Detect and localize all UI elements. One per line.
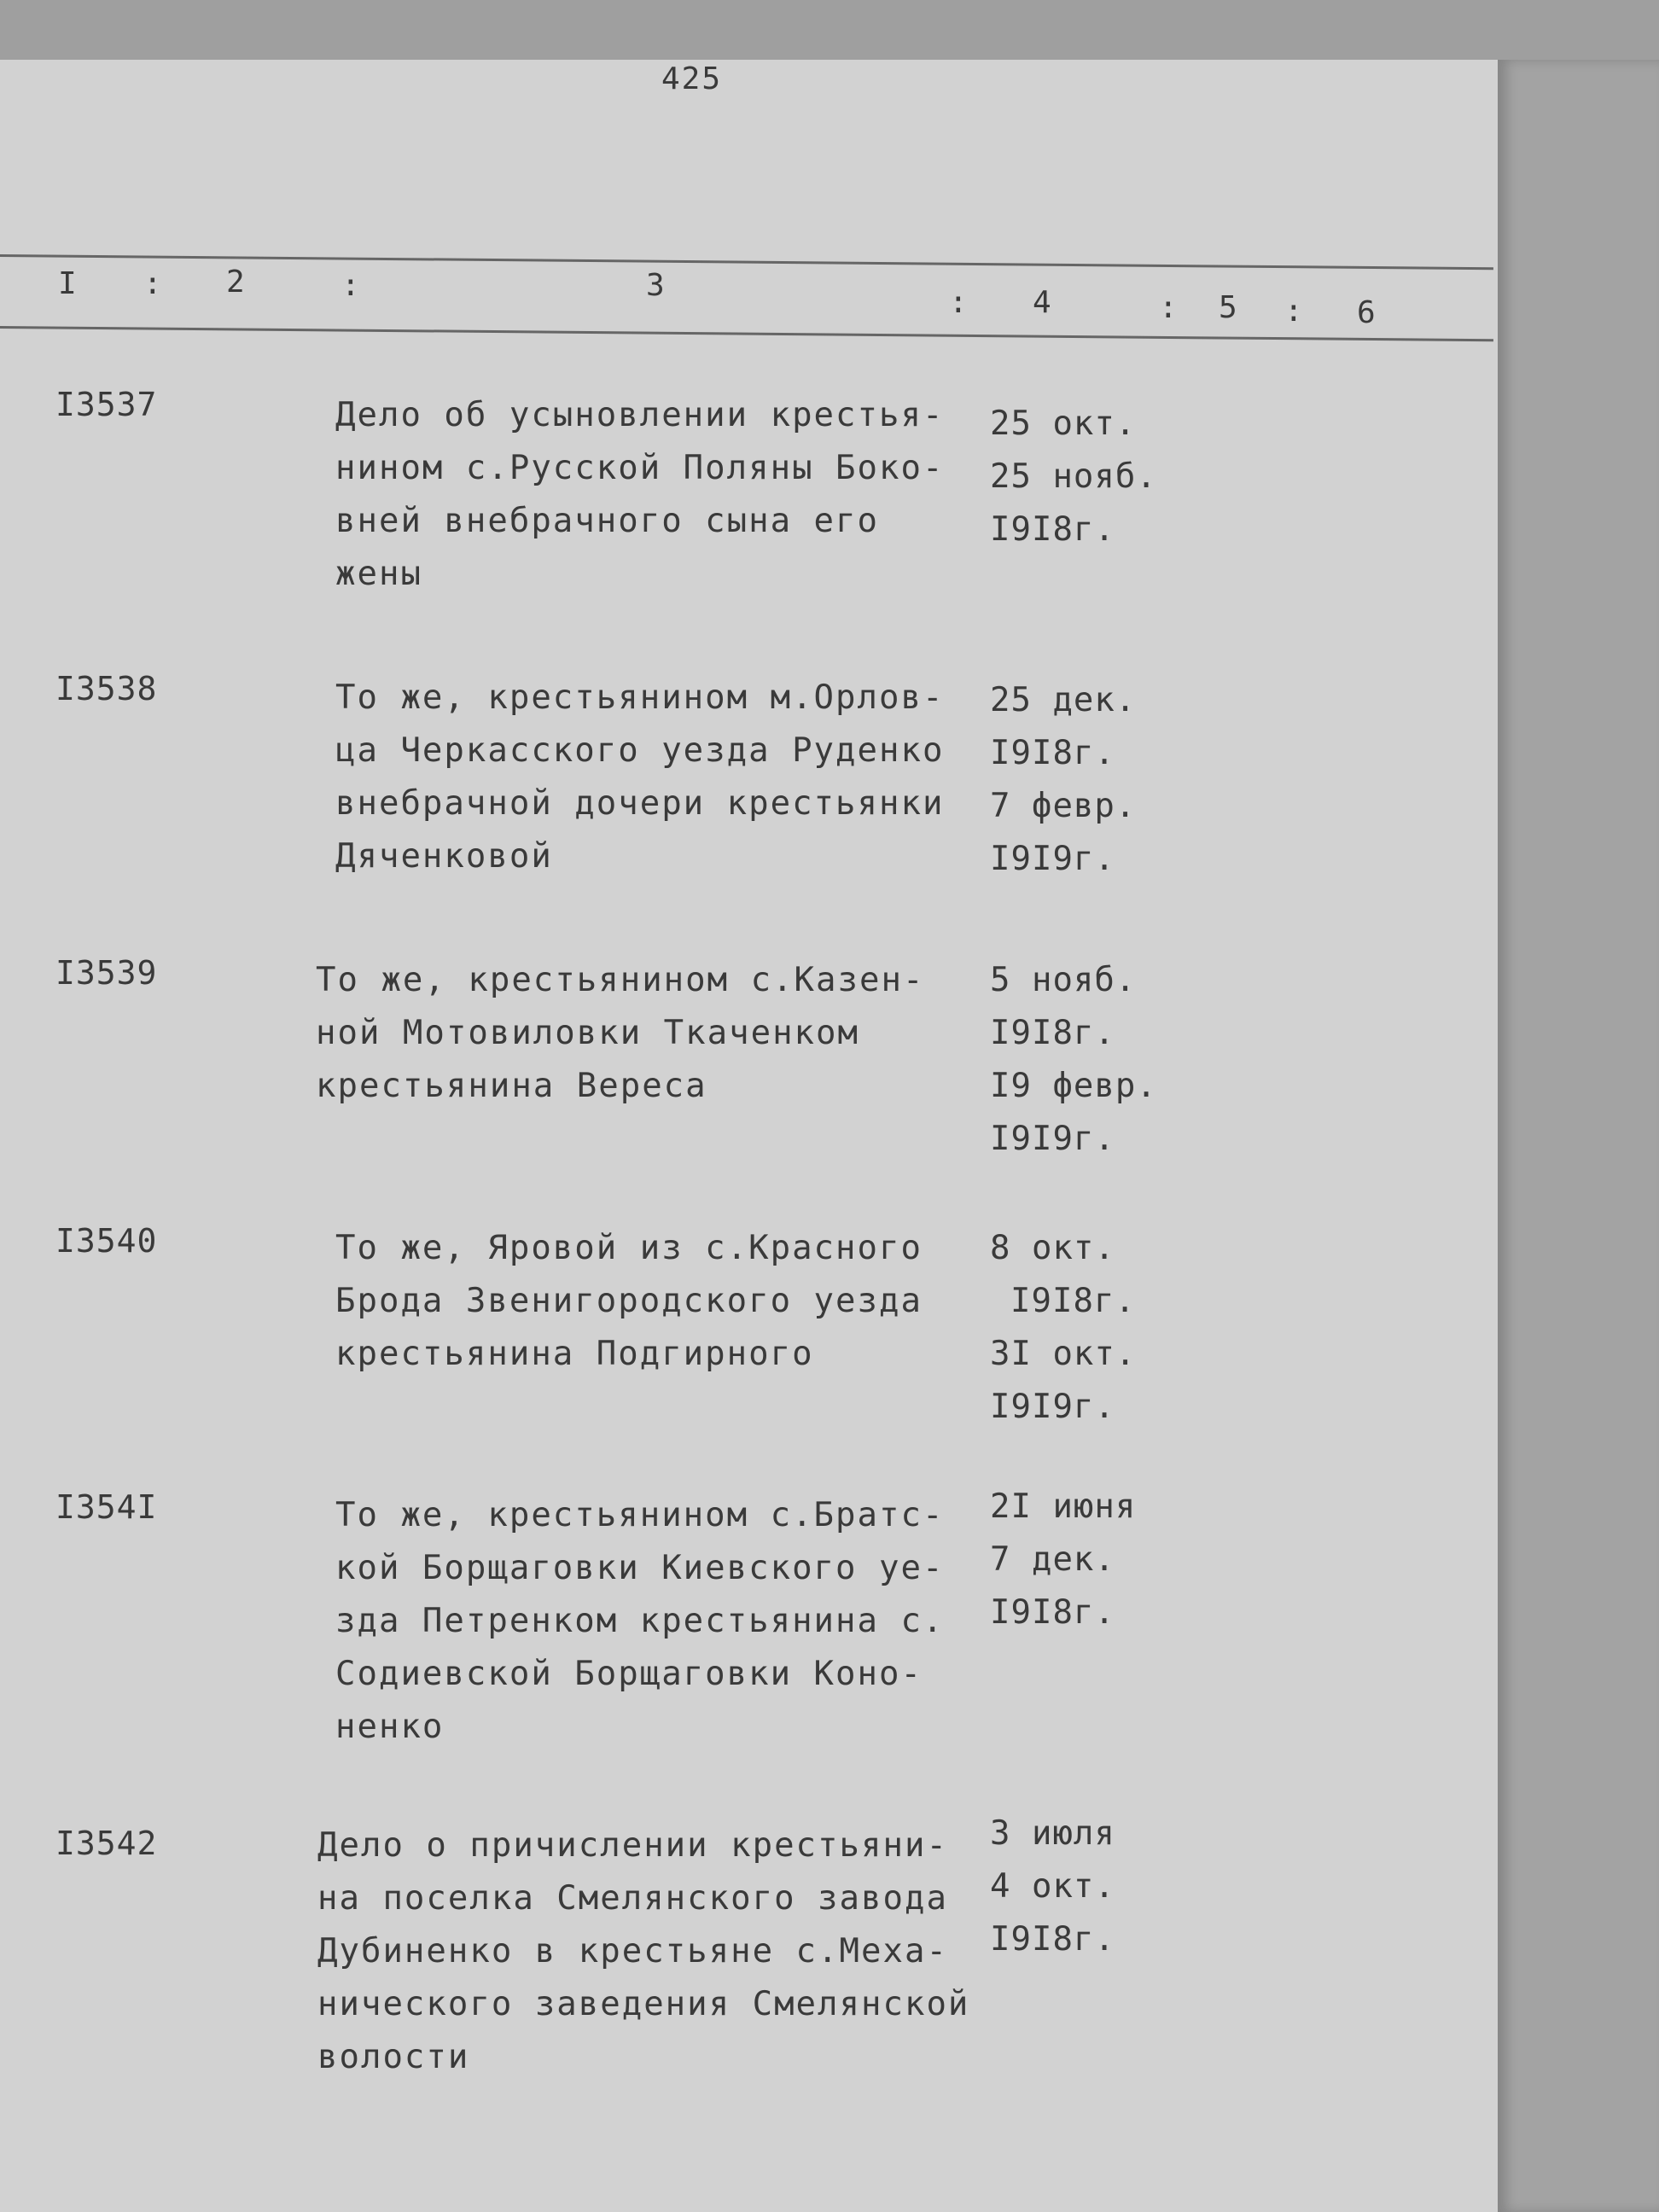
record-date: 7 дек. — [990, 1540, 1115, 1579]
record-title: Дело об усыновлении крестья- нином с.Русской Поляны Боко- вней внебрачного сына его жены — [335, 396, 945, 593]
record-number: I3542 — [55, 1825, 158, 1862]
record-date: I9I8г. — [990, 1014, 1115, 1052]
record-date: 25 окт. — [990, 405, 1137, 443]
record-date: I9I9г. — [990, 1120, 1115, 1158]
record-date: 8 окт. — [990, 1229, 1115, 1267]
record-dates — [990, 1807, 1195, 1966]
record-number: I354I — [55, 1488, 158, 1526]
record-dates — [990, 674, 1195, 886]
record-dates — [990, 954, 1195, 1166]
column-header-5: 5 — [1219, 290, 1237, 325]
column-header-1: I — [58, 266, 77, 301]
column-separator: : — [1159, 290, 1178, 325]
column-separator: : — [949, 285, 968, 320]
record-dates — [990, 1481, 1195, 1639]
record-dates — [990, 1222, 1195, 1434]
record-title: Дело о причислении крестьяни- на поселка Смелянского завода Дубиненко в крестьяне с.Меха- нического заведения Смелянской волости — [317, 1826, 970, 2076]
column-separator: : — [1284, 294, 1303, 329]
record-date: I9I8г. — [990, 1593, 1115, 1632]
record-number: I3537 — [55, 386, 158, 423]
record-title: То же, крестьянином с.Казен- ной Мотовиловки Ткаченком крестьянина Вереса — [316, 961, 925, 1105]
column-header-3: 3 — [646, 268, 665, 303]
record-date: I9I8г. — [990, 734, 1115, 772]
record-title: То же, Яровой из с.Красного Брода Звенигородского уезда крестьянина Подгирного — [335, 1229, 923, 1373]
page-edge-shadow — [1498, 60, 1659, 2212]
record-date: I9I8г. — [1010, 1282, 1136, 1320]
record-date: 3I окт. — [990, 1335, 1137, 1373]
record-date: I9I9г. — [990, 840, 1115, 878]
record-date: 4 окт. — [990, 1867, 1115, 1906]
column-header-4: 4 — [1033, 285, 1051, 320]
record-date: 5 нояб. — [990, 961, 1137, 999]
record-date: 3 июля — [990, 1814, 1115, 1853]
record-date: I9 февр. — [990, 1067, 1157, 1105]
record-number: I3538 — [55, 670, 158, 707]
record-date: I9I8г. — [990, 1920, 1115, 1959]
record-dates — [990, 398, 1195, 556]
column-header-2: 2 — [226, 265, 245, 300]
record-date: 7 февр. — [990, 787, 1137, 825]
column-header-6: 6 — [1357, 295, 1376, 330]
column-separator: : — [143, 266, 162, 301]
record-date: 2I июня — [990, 1487, 1137, 1526]
page-number: 425 — [661, 61, 723, 96]
record-title: То же, крестьянином с.Братс- кой Борщаговки Киевского уе- зда Петренком крестьянина с. Содиевской Борщаговки Коно- ненко — [335, 1496, 945, 1746]
record-number: I3539 — [55, 954, 158, 992]
record-date: 25 дек. — [990, 681, 1137, 719]
record-title: То же, крестьянином м.Орлов- ца Черкасского уезда Руденко внебрачной дочери крестьянки Дяченковой — [335, 678, 945, 876]
record-date: I9I8г. — [990, 510, 1115, 549]
record-date: I9I9г. — [990, 1388, 1115, 1426]
column-separator: : — [341, 268, 360, 303]
record-number: I3540 — [55, 1222, 158, 1260]
record-date: 25 нояб. — [990, 457, 1157, 496]
